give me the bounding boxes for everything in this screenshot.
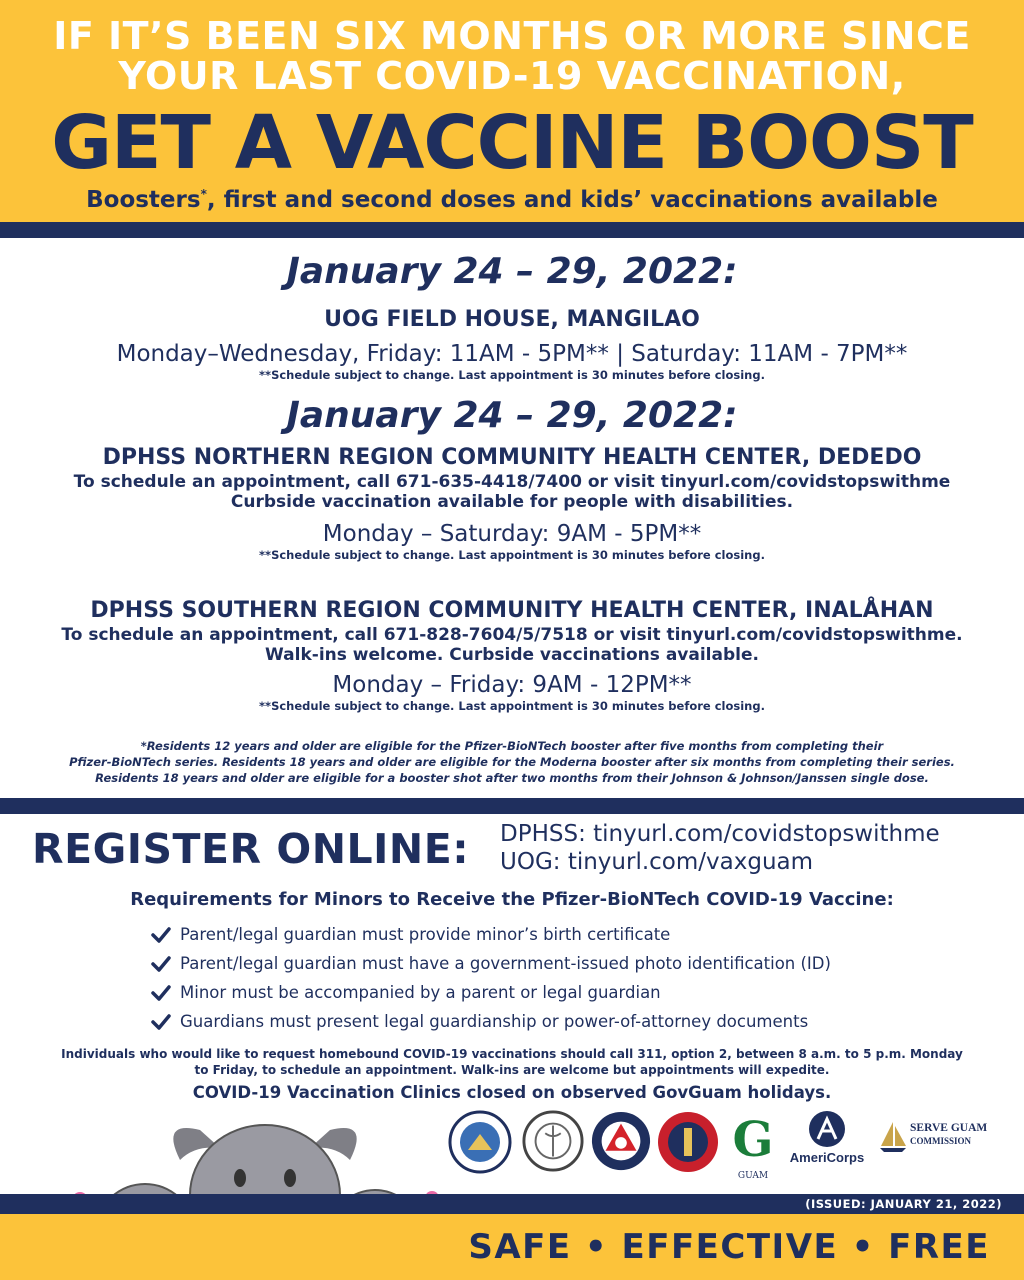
- requirement-text: Parent/legal guardian must provide minor’s birth certificate: [180, 925, 671, 944]
- holiday-closure-notice: COVID-19 Vaccination Clinics closed on observed GovGuam holidays.: [192, 1083, 832, 1102]
- checkmark-icon: [150, 982, 172, 1004]
- uog-note: **Schedule subject to change. Last appointment is 30 minutes before closing.: [259, 368, 765, 382]
- checkmark-icon: [150, 953, 172, 975]
- header-line-1: IF IT’S BEEN SIX MONTHS OR MORE SINCE: [53, 14, 971, 58]
- south-walkins: Walk-ins welcome. Curbside vaccinations available.: [265, 645, 759, 665]
- north-schedule: To schedule an appointment, call 671-635-4418/7400 or visit tinyurl.com/covidstopswithme: [73, 472, 951, 492]
- header-subtitle: [0, 180, 1024, 214]
- sailboat-icon: [878, 1120, 908, 1154]
- uog-site: UOG FIELD HOUSE, MANGILAO: [324, 307, 700, 332]
- footer-tagline: SAFE • EFFECTIVE • FREE: [468, 1227, 990, 1267]
- guam-seal-logo: [448, 1110, 512, 1174]
- uog-date: January 24 – 29, 2022:: [286, 251, 738, 292]
- south-section: [0, 597, 1024, 714]
- uog-section: [0, 252, 1024, 383]
- list-item: [150, 978, 910, 1007]
- north-curbside: Curbside vaccination available for people with disabilities.: [230, 492, 794, 512]
- requirement-text: Minor must be accompanied by a parent or legal guardian: [180, 983, 661, 1002]
- serve-guam-text-2: COMMISSION: [910, 1136, 972, 1146]
- page-title: GET A VACCINE BOOST: [51, 100, 973, 186]
- uog-logo-caption: GUAM: [737, 1171, 769, 1181]
- list-item: [150, 920, 910, 949]
- register-link-dphss[interactable]: DPHSS: tinyurl.com/covidstopswithme: [500, 821, 940, 847]
- disclaimer-line-2: Pfizer-BioNTech series. Residents 18 years and older are eligible for the Moderna booster after six months from completing their series.: [69, 755, 955, 769]
- americorps-logo: [782, 1110, 872, 1165]
- north-note: **Schedule subject to change. Last appointment is 30 minutes before closing.: [259, 548, 765, 562]
- south-site: DPHSS SOUTHERN REGION COMMUNITY HEALTH CENTER, INALÅHAN: [90, 598, 934, 623]
- subtitle-boosters: Boosters: [86, 187, 201, 213]
- subtitle-rest: , first and second doses and kids’ vaccinations available: [206, 187, 938, 213]
- north-site: DPHSS NORTHERN REGION COMMUNITY HEALTH CENTER, DEDEDO: [102, 445, 922, 470]
- register-link-uog[interactable]: UOG: tinyurl.com/vaxguam: [500, 849, 814, 875]
- serve-guam-text-1: SERVE GUAM: [910, 1122, 988, 1134]
- register-links: [500, 820, 940, 876]
- uog-hours: Monday–Wednesday, Friday: 11AM - 5PM** | Saturday: 11AM - 7PM**: [116, 341, 908, 367]
- disclaimer-line-1: *Residents 12 years and older are eligible for the Pfizer-BioNTech booster after five months from completing their: [140, 739, 884, 753]
- requirements-title: Requirements for Minors to Receive the Pfizer-BioNTech COVID-19 Vaccine:: [130, 889, 894, 910]
- national-guard-logo: [656, 1110, 720, 1174]
- checkmark-icon: [150, 1011, 172, 1033]
- list-item: [150, 1007, 910, 1036]
- subtitle-asterisk: *: [200, 187, 207, 201]
- checkmark-icon: [150, 924, 172, 946]
- homebound-line-1: Individuals who would like to request homebound COVID-19 vaccinations should call 311, option 2, between 8 a.m. to 5 p.m. Monday: [61, 1047, 963, 1061]
- footer-banner: [0, 1214, 1024, 1280]
- header-line-2: YOUR LAST COVID-19 VACCINATION,: [118, 54, 906, 98]
- requirement-text: Parent/legal guardian must have a government-issued photo identification (ID): [180, 954, 831, 973]
- header-banner: [0, 0, 1024, 222]
- south-schedule: To schedule an appointment, call 671-828-7604/5/7518 or visit tinyurl.com/covidstopswithme.: [61, 625, 963, 645]
- register-online: [32, 818, 1012, 878]
- south-hours: Monday – Friday: 9AM - 12PM**: [332, 672, 692, 698]
- requirement-text: Guardians must present legal guardianship or power-of-attorney documents: [180, 1012, 809, 1031]
- homebound-info: [20, 1046, 1004, 1078]
- register-title: REGISTER ONLINE:: [32, 825, 470, 873]
- disclaimer-line-3: Residents 18 years and older are eligible for a booster shot after two months from their Johnson & Johnson/Janssen single dose.: [95, 771, 929, 785]
- americorps-icon: [808, 1110, 846, 1148]
- south-note: **Schedule subject to change. Last appointment is 30 minutes before closing.: [259, 699, 765, 713]
- north-date: January 24 – 29, 2022:: [286, 395, 738, 436]
- issued-date: (ISSUED: JANUARY 21, 2022): [805, 1197, 1002, 1211]
- north-hours: Monday – Saturday: 9AM - 5PM**: [322, 521, 702, 547]
- partner-logos: [448, 1110, 1008, 1184]
- civil-defense-logo: [590, 1110, 652, 1172]
- americorps-text: AmeriCorps: [789, 1150, 865, 1165]
- uog-logo: [728, 1110, 778, 1182]
- eligibility-disclaimer: [0, 738, 1024, 786]
- divider-band-middle: [0, 798, 1024, 814]
- uog-logo-letter: G: [732, 1112, 774, 1168]
- public-health-logo: [522, 1110, 584, 1172]
- homebound-line-2: to Friday, to schedule an appointment. Walk-ins are welcome but appointments will expedite.: [194, 1063, 830, 1077]
- requirements-list: [150, 920, 910, 1036]
- list-item: [150, 949, 910, 978]
- north-section: [0, 396, 1024, 563]
- divider-band-top: [0, 222, 1024, 238]
